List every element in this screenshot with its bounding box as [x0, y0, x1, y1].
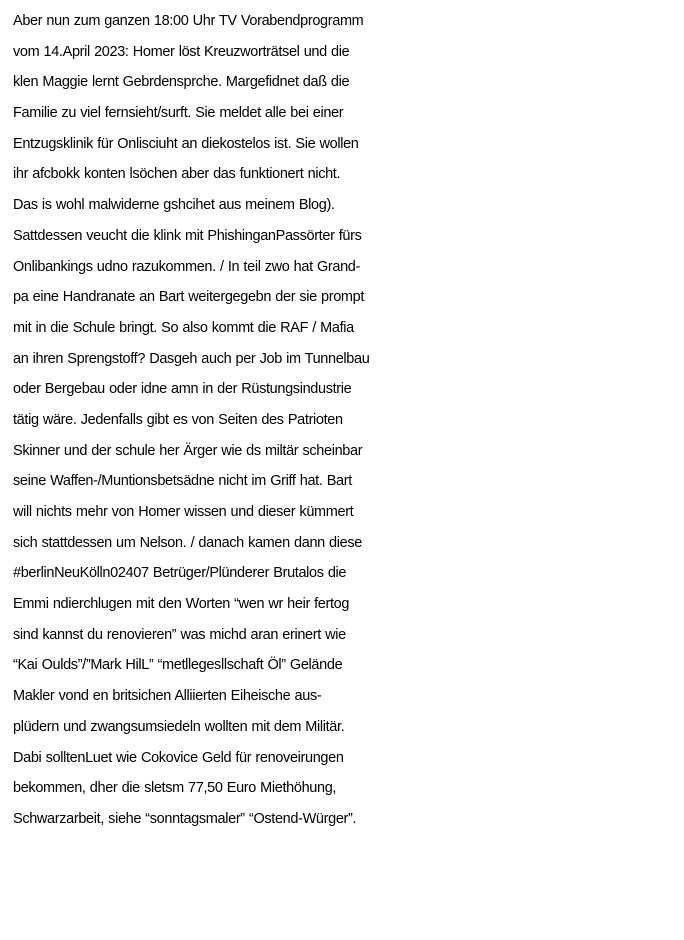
text-line: Makler vond en britsichen Alliierten Eiheische aus- [13, 688, 322, 705]
text-line: mit in die Schule bringt. So also kommt die RAF / Mafia [13, 319, 354, 336]
text-line: Skinner und der schule her Ärger wie ds miltär scheinbar [13, 442, 363, 459]
text-line: Entzugsklinik für Onlisciuht an diekostelos ist. Sie wollen [13, 135, 359, 152]
text-line: pa eine Handranate an Bart weitergegebn der sie prompt [13, 289, 365, 306]
text-line: sich stattdessen um Nelson. / danach kamen dann diese [13, 534, 362, 551]
text-line: an ihren Sprengstoff? Dasgeh auch per Job im Tunnelbau [13, 350, 370, 367]
text-line: bekommen, dher die sletsm 77,50 Euro Miethöhung, [13, 780, 337, 797]
text-line: vom 14.April 2023: Homer löst Kreuzworträtsel und die [13, 43, 350, 60]
text-line: Sattdessen veucht die klink mit PhishinganPassörter fürs [13, 227, 362, 244]
text-line: tätig wäre. Jedenfalls gibt es von Seiten des Patrioten [13, 411, 343, 428]
text-line: #berlinNeuKölln02407 Betrüger/Plünderer Brutalos die [13, 565, 347, 582]
text-line: Familie zu viel fernsieht/surft. Sie meldet alle bei einer [13, 105, 344, 122]
text-line: klen Maggie lernt Gebrdensprche. Margefidnet daß die [13, 74, 350, 91]
text-line: Onlibankings udno razukommen. / In teil zwo hat Grand- [13, 258, 360, 275]
text-line: plüdern und zwangsumsiedeln wollten mit dem Militär. [13, 718, 345, 735]
text-line: sind kannst du renovieren” was michd aran erinert wie [13, 626, 346, 643]
text-line: “Kai Oulds”/”Mark HilL” “metllegesllschaft Öl” Gelände [13, 657, 343, 674]
text-line: Das is wohl malwiderne gshcihet aus meinem Blog). [13, 197, 335, 214]
text-line: Dabi solltenLuet wie Cokovice Geld für renoveirungen [13, 749, 344, 766]
text-line: oder Bergebau oder idne amn in der Rüstungsindustrie [13, 381, 352, 398]
text-line: seine Waffen-/Muntionsbetsädne nicht im Griff hat. Bart [13, 473, 352, 490]
document-text [13, 6, 683, 835]
text-line: will nichts mehr von Homer wissen und dieser kümmert [13, 504, 354, 520]
text-line: Schwarzarbeit, siehe “sonntagsmaler” “Ostend-Würger”. [13, 810, 357, 827]
text-line: Aber nun zum ganzen 18:00 Uhr TV Vorabendprogramm [13, 13, 364, 29]
text-line: Emmi ndierchlugen mit den Worten “wen wr heir fertog [13, 596, 350, 613]
text-line: ihr afcbokk konten lsöchen aber das funktionert nicht. [13, 166, 341, 183]
